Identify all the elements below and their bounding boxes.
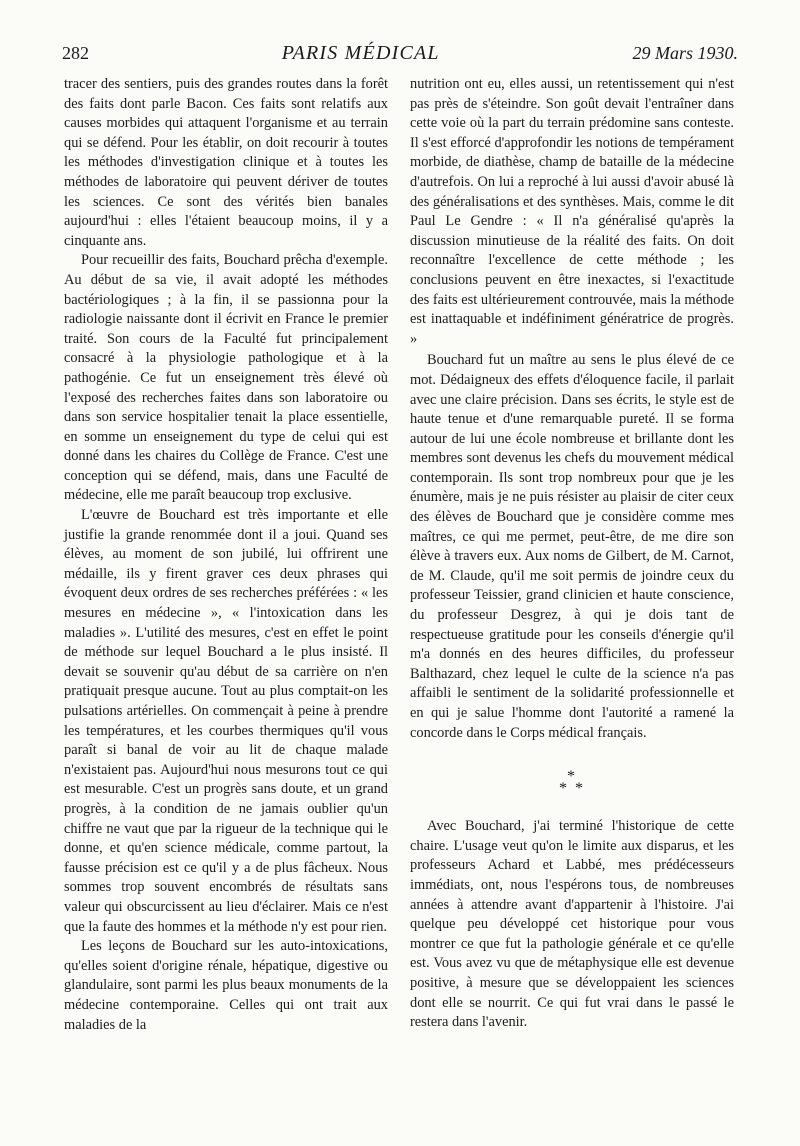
running-title: PARIS MÉDICAL [281, 42, 440, 64]
paragraph: Avec Bouchard, j'ai terminé l'historique de cette chaire. L'usage veut qu'on le limite aux disparus, et les professeurs Achard et Labbé, mes prédécesseurs immédiats, ont, nous l'espérons tous, de nombreuses années à attendre avant d'appartenir à l'histoire. J'ai quelque peu développé cet historique pour vous montrer ce que fut la pathologie générale et ce qu'elle est. Vous avez vu que de métaphysique elle est devenue positive, à mesure que se développaient les sciences dont elle se nourrit. Ce qui fut vrai dans le passé le restera dans l'avenir. [410, 818, 734, 1031]
paragraph: Les leçons de Bouchard sur les auto-intoxications, qu'elles soient d'origine rénale, hépatique, digestive ou glandulaire, sont parmi les plus beaux monuments de la médecine contemporaine. Celles qui ont trait aux maladies de la [64, 938, 388, 1033]
issue-date: 29 Mars 1930. [632, 43, 738, 63]
paragraph: L'œuvre de Bouchard est très importante et elle justifie la grande renommée dont il a joui. Quand ses élèves, au moment de son jubilé, lui offrirent une médaille, ils y firent graver ces deux phrases qui évoquent deux ordres de ses recherches préférées : « les mesures en médecine », « l'intoxication dans les maladies ». L'utilité des mesures, c'est en effet le point de méthode sur lequel Bouchard a le plus insisté. Il devait se souvenir qu'au début de sa carrière on n'en pratiquait presque aucune. Tout au plus comptait-on les pulsations artérielles. On commençait à peine à prendre les températures, et les courbes thermiques qu'il vous paraît si banal de voir au lit de chaque malade n'existaient pas. Aujourd'hui nous mesurons tout ce qui est mesurable. C'est un progrès sans doute, et un grand progrès, à la condition de ne jamais oublier qu'un chiffre ne vaut que par la rigueur de la technique qui le donne, et qu'en science médicale, comme partout, la fausse précision est ce qu'il y a de plus fâcheux. Nous sommes trop souvent encombrés de résultats sans valeur qui obscurcissent au lieu d'éclairer. Mais ce n'est que la faute des hommes et la méthode n'y est pour rien. [64, 507, 388, 935]
right-column [410, 75, 734, 1033]
paragraph: Pour recueillir des faits, Bouchard prêcha d'exemple. Au début de sa vie, il avait adopté les méthodes bactériologiques ; à la fin, il se passionna pour la radiologie naissante dont il écrivit en France le premier traité. Son cours de la Faculté fut principalement consacré à la physiologie pathologique et à la pathogénie. Ce fut un enseignement très élevé où l'exposé des recherches faites dans son laboratoire ou dans son service hospitalier tenait la place essentielle, en somme un enseignement du type de celui qui est donné dans les chaires du Collège de France. C'est une conception qui se défend, mais, dans une Faculté de médecine, elle me paraît beaucoup trop exclusive. [64, 252, 388, 504]
section-asterism [410, 768, 734, 798]
page-number: 282 [62, 43, 89, 63]
paragraph: Bouchard fut un maître au sens le plus élevé de ce mot. Dédaigneux des effets d'éloquence facile, il parlait avec une claire précision. Dans ses écrits, le style est de haute tenue et d'une remarquable pureté. Il se forma autour de lui une école nombreuse et brillante dont les membres sont devenus les chefs du mouvement médical contemporain. Ils sont trop nombreux pour que je les énumère, mais je ne puis résister au plaisir de citer ceux des élèves de Bouchard que je considère comme mes maîtres, ce qui me permet, peut-être, de me dire son élève à travers eux. Aux noms de Gilbert, de M. Carnot, de M. Claude, qu'il me soit permis de joindre ceux du professeur Teissier, grand clinicien et haute conscience, du professeur Desgrez, à qui je dois tant de respectueuse gratitude pour les conseils d'énergie qu'il m'a donnés en des heures difficiles, du professeur Balthazard, chez lequel le culte de la science n'a pas affaibli le sentiment de la solidarité professionnelle et en qui je salue l'homme dont l'autorité a ramené la concorde dans le Corps médical français. [410, 352, 734, 741]
running-header [62, 42, 738, 72]
paragraph: nutrition ont eu, elles aussi, un retentissement qui n'est pas près de s'éteindre. Son goût devait l'entraîner dans cette voie où la part du terrain prédomine sans conteste. Il s'est efforcé d'approfondir les notions de tempérament morbide, de diathèse, champ de bataille de la médecine d'autrefois. On lui a reproché à lui aussi d'avoir abusé là des généralisations et des synthèses. Mais, comme le dit Paul Le Gendre : « Il n'a généralisé qu'après la discussion minutieuse de la réalité des faits. On doit reconnaître l'excellence de cette méthode ; les conclusions peuvent en être inexactes, si l'exactitude des faits est ultérieurement controuvée, mais la méthode est inattaquable et indéfiniment génératrice de progrès. » [410, 76, 734, 347]
left-column [64, 75, 388, 1035]
paragraph: tracer des sentiers, puis des grandes routes dans la forêt des faits dont parle Bacon. Ces faits sont relatifs aux causes morbides qui attaquent l'organisme et au terrain qui se défend. Pour les établir, on doit recourir à toutes les méthodes d'investigation clinique et à toutes les méthodes de laboratoire qui peuvent dériver de toutes les sciences. Ce sont des vérités bien banales aujourd'hui : elles l'étaient beaucoup moins, il y a cinquante ans. [64, 76, 388, 249]
asterism-top: * [567, 768, 577, 786]
asterism-bottom: * * [559, 780, 585, 798]
